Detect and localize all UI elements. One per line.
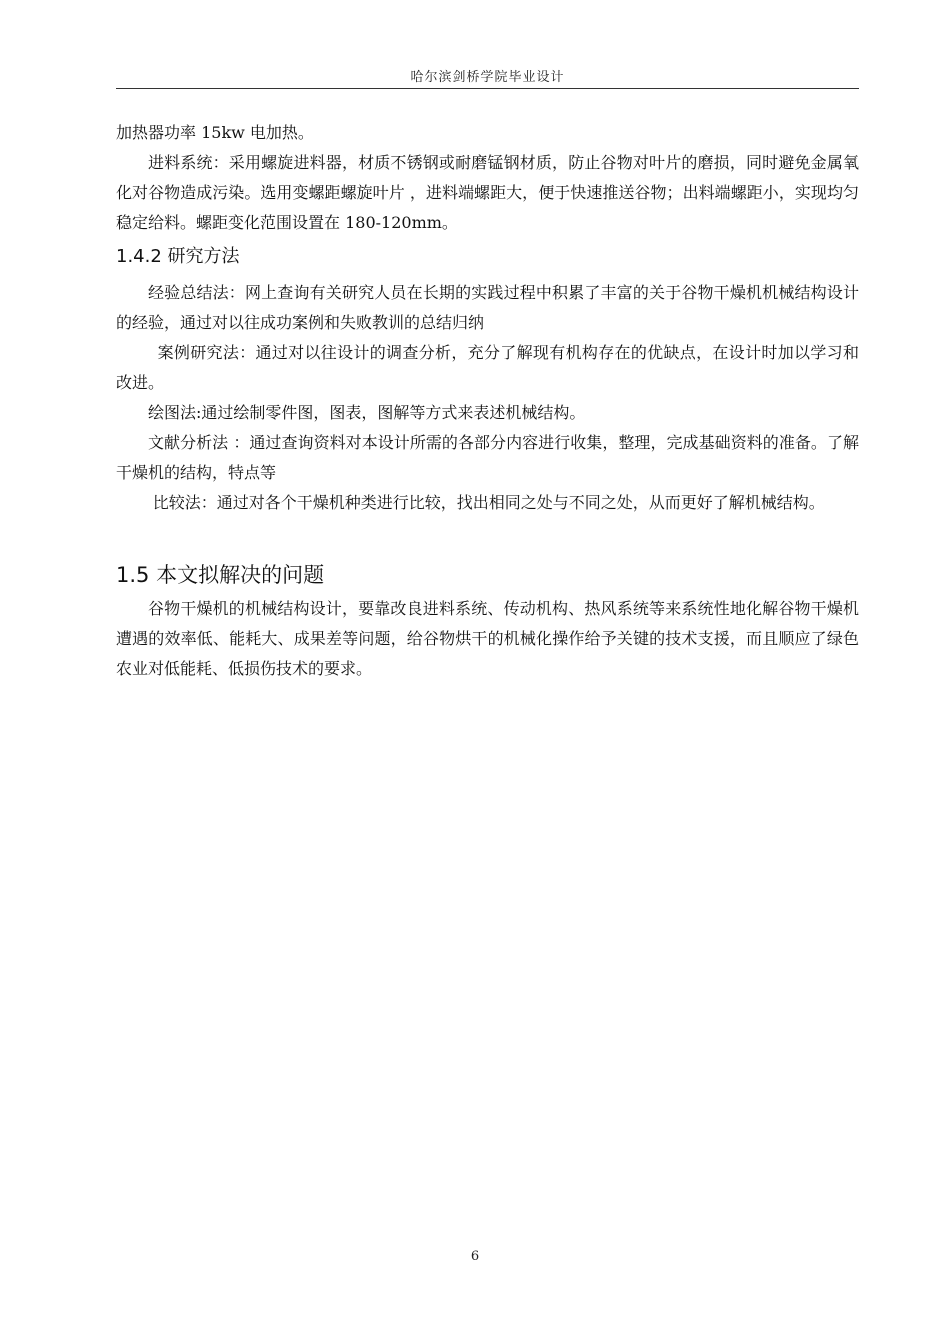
paragraph-literature-method: 文献分析法 ：通过查询资料对本设计所需的各部分内容进行收集，整理，完成基础资料的准备。了解干燥机的结构，特点等 [116,433,859,482]
paragraph-case-study-method: 案例研究法：通过对以往设计的调查分析，充分了解现有机构存在的优缺点，在设计时加以学习和改进。 [116,343,859,392]
section-heading-1-4-2: 1.4.2 研究方法 [116,246,240,267]
section-heading-1-5: 1.5 本文拟解决的问题 [116,563,325,587]
paragraph-heater-power: 加热器功率 15kw 电加热。 [116,123,314,142]
paragraph-experience-method: 经验总结法：网上查询有关研究人员在长期的实践过程中积累了丰富的关于谷物干燥机机械结构设计的经验，通过对以往成功案例和失败教训的总结归纳 [116,283,859,332]
paragraph-drawing-method: 绘图法:通过绘制零件图，图表，图解等方式来表述机械结构。 [148,403,586,422]
paragraph-feed-system: 进料系统：采用螺旋进料器，材质不锈钢或耐磨锰钢材质，防止谷物对叶片的磨损，同时避免金属氧化对谷物造成污染。选用变螺距螺旋叶片 ，进料端螺距大，便于快速推送谷物；出料端螺距小，实现均匀稳定给料。螺距变化范围设置在 180-120mm。 [116,153,859,232]
page-header: 哈尔滨剑桥学院毕业设计 [410,70,565,85]
paragraph-comparison-method: 比较法：通过对各个干燥机种类进行比较，找出相同之处与不同之处，从而更好了解机械结构。 [152,493,825,512]
document-body [116,118,859,684]
header-divider [116,88,859,89]
page-number: 6 [470,1249,480,1264]
paragraph-problems: 谷物干燥机的机械结构设计，要靠改良进料系统、传动机构、热风系统等来系统性地化解谷物干燥机遭遇的效率低、能耗大、成果差等问题，给谷物烘干的机械化操作给予关键的技术支援，而且顺应了绿色农业对低能耗、低损伤技术的要求。 [116,599,859,678]
